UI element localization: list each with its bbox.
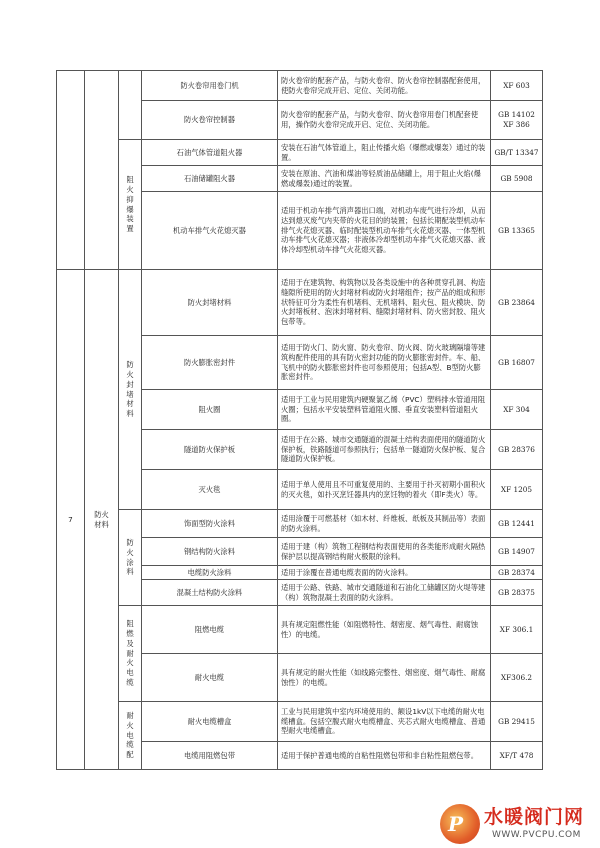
standard-code: GB 16807 xyxy=(491,336,543,390)
standard-code: XF 304 xyxy=(491,390,543,430)
product-name: 钢结构防火涂料 xyxy=(142,538,278,566)
product-name: 电缆防火涂料 xyxy=(142,566,278,580)
subcategory-label: 防火封堵材料 xyxy=(119,270,142,510)
product-name: 阻燃电缆 xyxy=(142,606,278,654)
product-name: 灭火毯 xyxy=(142,470,278,510)
standard-code: GB 5908 xyxy=(491,166,543,192)
product-name: 防火卷帘用卷门机 xyxy=(142,71,278,101)
standard-code: GB 12441 xyxy=(491,510,543,538)
table-row xyxy=(57,606,543,654)
row-number-cell: 7 xyxy=(57,270,85,770)
product-name: 防火膨胀密封件 xyxy=(142,336,278,390)
product-description: 适用于建（构）筑物工程钢结构表面使用的各类能形成耐火隔热保护层以提高钢结构耐火极限的涂料。 xyxy=(278,538,491,566)
product-name: 石油储罐阻火器 xyxy=(142,166,278,192)
product-name: 耐火电缆槽盒 xyxy=(142,702,278,742)
watermark-url: WWW.PVCPU.COM xyxy=(492,830,581,840)
product-standard-table xyxy=(56,70,543,770)
watermark-title: 水暖阀门网 xyxy=(484,806,585,828)
product-name: 阻火圈 xyxy=(142,390,278,430)
product-description: 适用于公路、铁路、城市交通隧道和石油化工储罐区防火堤等建（构）筑物混凝土表面的防火涂料。 xyxy=(278,580,491,606)
standard-code: GB 23864 xyxy=(491,270,543,336)
standard-code: GB 29415 xyxy=(491,702,543,742)
product-name: 石油气体管道阻火器 xyxy=(142,140,278,166)
product-description: 适用于单人使用且不可重复使用的、主要用于扑灭初期小面积火的灭火毯，如扑灭烹饪器具内的烹饪物的着火（即F类火）等。 xyxy=(278,470,491,510)
product-description: 防火卷帘的配套产品，与防火卷帘、防火卷帘用卷门机配套使用，操作防火卷帘完成开启、定位、关闭功能。 xyxy=(278,101,491,140)
product-name: 混凝土结构防火涂料 xyxy=(142,580,278,606)
standard-code: GB/T 13347 xyxy=(491,140,543,166)
table-row xyxy=(57,702,543,742)
product-description: 适用于在公路、城市交通隧道的混凝土结构表面使用的隧道防火保护板，铁路隧道可参照执行；包括单一隧道防火保护板、复合隧道防火保护板。 xyxy=(278,430,491,470)
watermark-logo-icon: P xyxy=(440,804,480,844)
product-description: 适用于保护普通电缆的自粘性阻燃包带和非自粘性阻燃包带。 xyxy=(278,742,491,770)
subcategory-label: 耐火电缆配 xyxy=(119,702,142,770)
standard-code: XF 603 xyxy=(491,71,543,101)
table-row xyxy=(57,510,543,538)
table-row xyxy=(57,270,543,336)
product-name: 机动车排气火花熄灭器 xyxy=(142,192,278,270)
standard-code: XF306.2 xyxy=(491,654,543,702)
standard-code: XF 306.1 xyxy=(491,606,543,654)
product-description: 防火卷帘的配套产品，与防火卷帘、防火卷帘控制器配套使用，使防火卷帘完成开启、定位、关闭功能。 xyxy=(278,71,491,101)
standard-code: GB 13365 xyxy=(491,192,543,270)
product-description: 具有规定的耐火性能（如线路完整性、烟密度、烟气毒性、耐腐蚀性）的电缆。 xyxy=(278,654,491,702)
product-name: 电缆用阻燃包带 xyxy=(142,742,278,770)
standard-code: GB 28375 xyxy=(491,580,543,606)
product-description: 适用于工业与民用建筑内硬聚氯乙烯（PVC）塑料排水管道用阻火圈；包括水平安装塑料管道阻火圈、垂直安装塑料管道阻火圈。 xyxy=(278,390,491,430)
product-name: 饰面型防火涂料 xyxy=(142,510,278,538)
subcategory-label: 阻燃及耐火电缆 xyxy=(119,606,142,702)
standard-code: XF/T 478 xyxy=(491,742,543,770)
product-description: 安装在石油气体管道上，阻止传播火焰（爆燃或爆轰）通过的装置。 xyxy=(278,140,491,166)
standard-code: GB 14907 xyxy=(491,538,543,566)
table-row xyxy=(57,140,543,166)
product-description: 适用于防火门、防火窗、防火卷帘、防火阀、防火玻璃隔墙等建筑构配件使用的具有防火密封功能的防火膨胀密封件。车、船、飞机中的防火膨胀密封件也可参照使用；包括A型、B型防火膨胀密封件。 xyxy=(278,336,491,390)
standard-code: GB 28376 xyxy=(491,430,543,470)
product-description: 适用于涂覆在普通电缆表面的防火涂料。 xyxy=(278,566,491,580)
product-description: 工业与民用建筑中室内环境使用的、额设1kV以下电缆的耐火电缆槽盒。包括空腹式耐火电缆槽盒、夹芯式耐火电缆槽盒、普通型耐火电缆槽盒。 xyxy=(278,702,491,742)
product-description: 适用于机动车排气消声器出口端，对机动车废气进行冷却，从而达到熄灭废气内夹带的火花目的的装置；包括长期配装型机动车排气火花熄灭器、临时配装型机动车排气火花熄灭器、一体型机动车排气火花熄灭器；非液体冷却型机动车排气火花熄灭器、液体冷却型机动车排气火花熄灭器。 xyxy=(278,192,491,270)
row-number-cell-upper xyxy=(57,71,85,270)
product-description: 适用于在建筑物、构筑物以及各类设施中的各种贯穿孔洞、构造缝隙所使用的防火封堵材料或防火封堵组件；按产品的组成和形状特征可分为柔性有机堵料、无机堵料、阻火包、阻火模块、防火封堵板材、泡沫封堵材料、缝隙封堵材料、防火密封胶、阻火包带等。 xyxy=(278,270,491,336)
product-name: 隧道防火保护板 xyxy=(142,430,278,470)
subcategory-label xyxy=(119,71,142,140)
product-description: 具有规定阻燃性能（如阻燃特性、烟密度、烟气毒性、耐腐蚀性）的电缆。 xyxy=(278,606,491,654)
product-description: 适用涂覆于可燃基材（如木材、纤维板、纸板及其制品等）表面的防火涂料。 xyxy=(278,510,491,538)
standard-code: GB 28374 xyxy=(491,566,543,580)
category-cell-upper xyxy=(85,71,119,270)
product-description: 安装在原油、汽油和煤油等轻质油品储罐上，用于阻止火焰(爆燃或爆轰)通过的装置。 xyxy=(278,166,491,192)
subcategory-label: 阻火抑爆装置 xyxy=(119,140,142,270)
site-watermark xyxy=(440,800,600,848)
standard-code: XF 1205 xyxy=(491,470,543,510)
product-name: 防火卷帘控制器 xyxy=(142,101,278,140)
product-name: 防火封堵材料 xyxy=(142,270,278,336)
category-cell: 防火材料 xyxy=(85,270,119,770)
subcategory-label: 防火涂料 xyxy=(119,510,142,606)
product-name: 耐火电缆 xyxy=(142,654,278,702)
standard-code: GB 14102 XF 386 xyxy=(491,101,543,140)
table-row xyxy=(57,71,543,101)
